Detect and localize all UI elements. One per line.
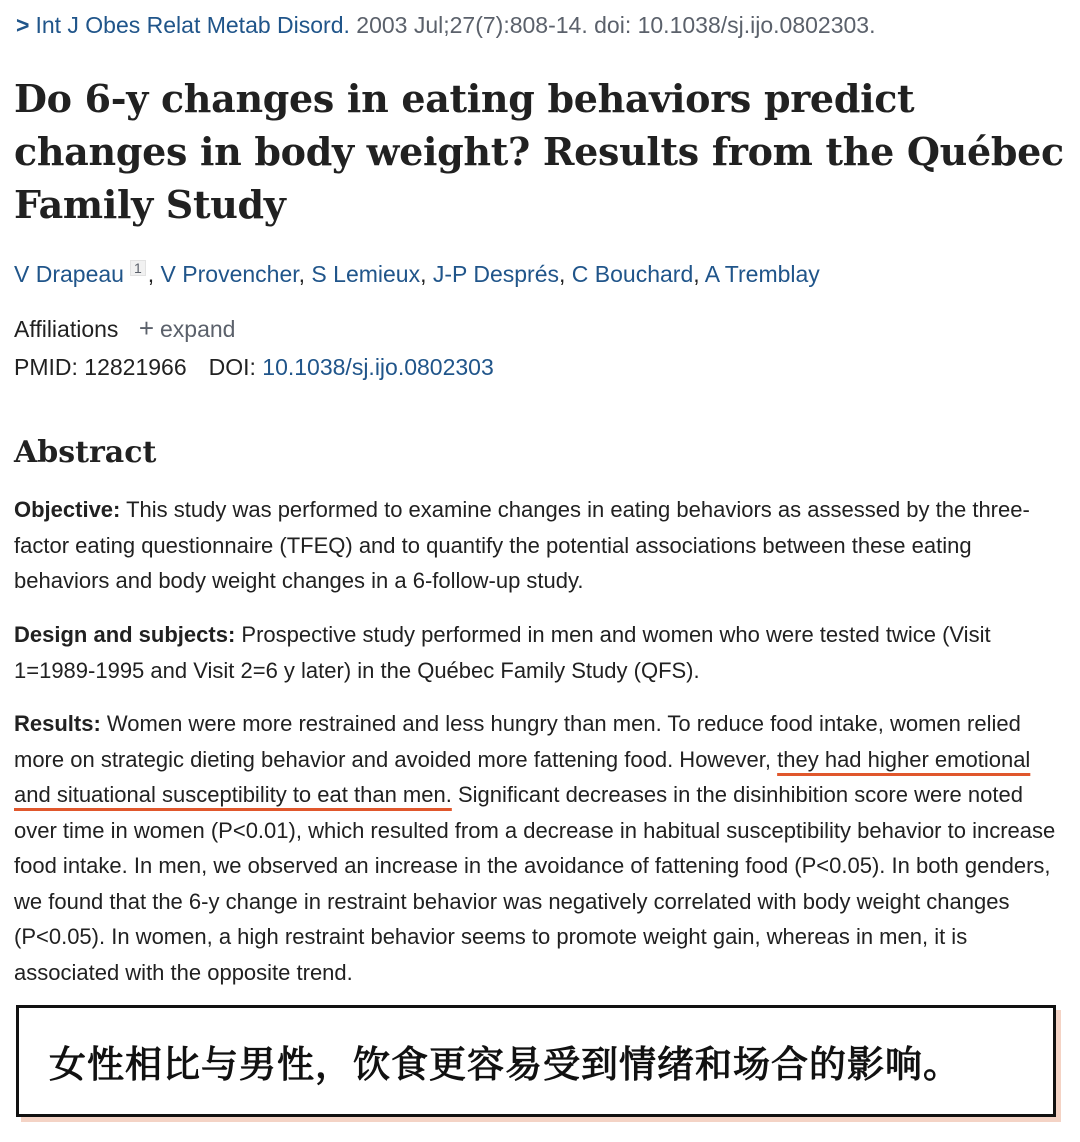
citation-details: 2003 Jul;27(7):808-14. doi: 10.1038/sj.ijo.0802303. <box>356 12 876 38</box>
author-link[interactable]: C Bouchard <box>571 261 694 287</box>
pmid-label: PMID: <box>14 354 78 380</box>
author-link[interactable]: V Drapeau <box>14 261 124 287</box>
objective-text: This study was performed to examine changes in eating behaviors as assessed by the three-factor eating questionnaire (TFEQ) and to quantify the potential associations between these eating behaviors and body weight changes in a 6-follow-up study. <box>14 497 1030 593</box>
author-list: V Drapeau 1 , V Provencher, S Lemieux, J-P Després, C Bouchard, A Tremblay <box>14 260 820 287</box>
affiliations-label: Affiliations <box>14 316 119 342</box>
article-title: Do 6-y changes in eating behaviors predict changes in body weight? Results from the Québec Family Study <box>14 76 1064 227</box>
author-link[interactable]: A Tremblay <box>704 261 820 287</box>
plus-icon: + <box>138 313 154 343</box>
chevron-right-icon: > <box>16 12 30 38</box>
objective-label: Objective: <box>14 497 121 522</box>
abstract-objective <box>14 492 1070 599</box>
doi-link[interactable]: 10.1038/sj.ijo.0802303 <box>262 354 494 380</box>
doi-label: DOI: <box>208 354 256 380</box>
abstract-design <box>14 617 1070 688</box>
author-link[interactable]: J-P Després <box>432 261 559 287</box>
design-text: Prospective study performed in men and women who were tested twice (Visit 1=1989-1995 and Visit 2=6 y later) in the Québec Family Study (QFS). <box>14 622 991 683</box>
highlighted-finding: they had higher emotional and situational susceptibility to eat than men. <box>14 746 1031 807</box>
journal-link[interactable]: Int J Obes Relat Metab Disord. <box>35 12 350 38</box>
results-label: Results: <box>14 711 101 736</box>
design-label: Design and subjects: <box>14 622 236 647</box>
affiliations-row <box>14 312 235 345</box>
abstract-heading: Abstract <box>14 435 157 470</box>
annotation-text: 女性相比与男性，饮食更容易受到情绪和场合的影响。 <box>49 1043 961 1086</box>
annotation-box <box>16 1005 1056 1117</box>
pmid-value: 12821966 <box>84 354 187 380</box>
citation-line <box>16 8 875 42</box>
identifiers-row <box>14 351 494 383</box>
affiliation-superscript[interactable]: 1 <box>130 260 146 276</box>
results-text-before: Women were more restrained and less hungry than men. To reduce food intake, women relied more on strategic dieting behavior and avoided more fattening food. However, <box>14 711 1021 772</box>
author-link[interactable]: V Provencher <box>160 261 299 287</box>
author-link[interactable]: S Lemieux <box>311 261 421 287</box>
abstract-results <box>14 706 1070 990</box>
results-text-after: Significant decreases in the disinhibition score were noted over time in women (P<0.01), which resulted from a decrease in habitual susceptibility behavior to increase food intake. In men, we observed an increase in the avoidance of fattening food (P<0.05). In both genders, we found that the 6-y change in restraint behavior was negatively correlated with body weight changes (P<0.05). In women, a high restraint behavior seems to promote weight gain, whereas in men, it is associated with the opposite trend. <box>14 782 1056 985</box>
expand-affiliations-button[interactable] <box>138 313 236 343</box>
expand-label: expand <box>160 316 236 342</box>
